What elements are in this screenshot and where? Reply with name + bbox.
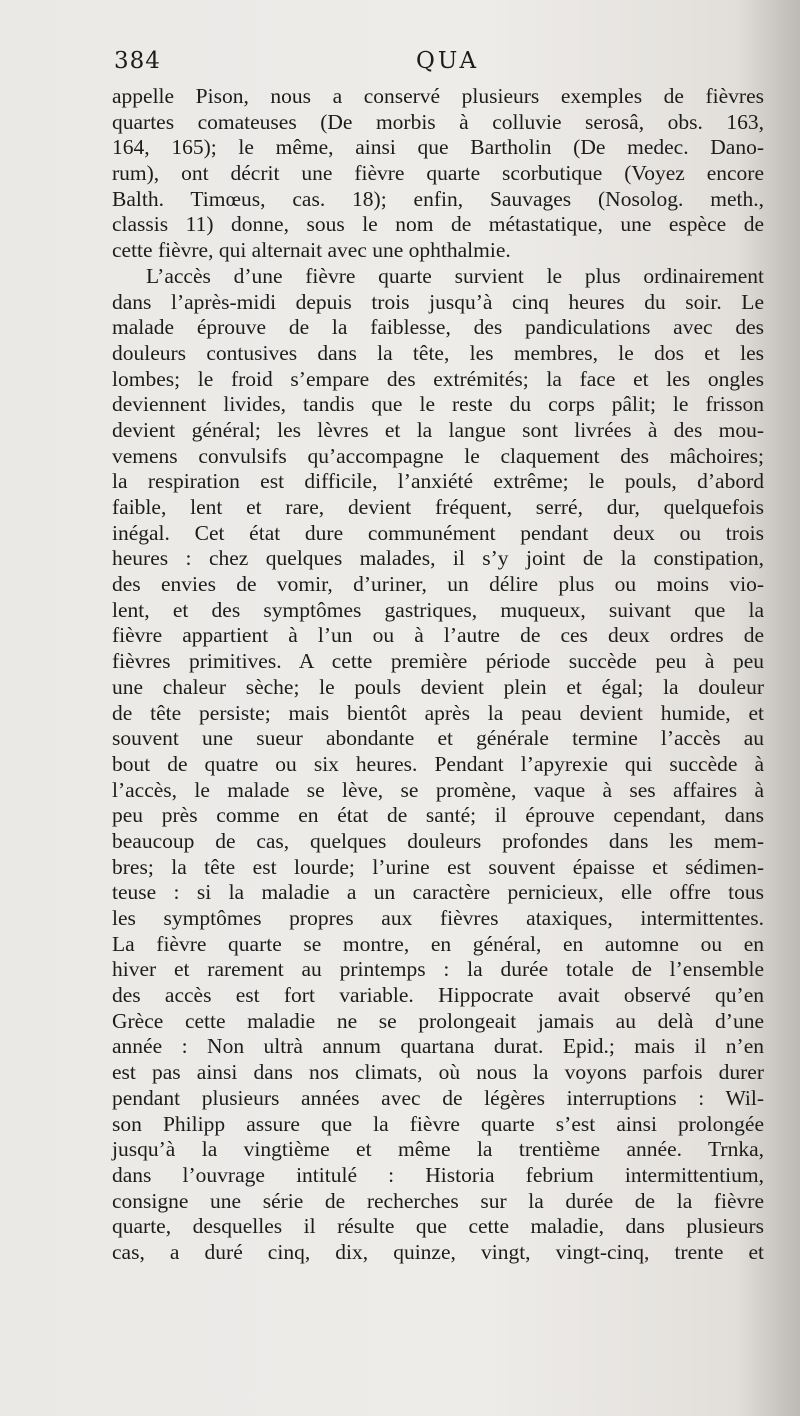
text-line: rum), ont décrit une fièvre quarte scorbutique (Voyez encore xyxy=(112,161,764,186)
text-line: lent, et des symptômes gastriques, muqueux, suivant que la xyxy=(112,597,764,622)
text-line: une chaleur sèche; le pouls devient plein et égal; la douleur xyxy=(112,674,764,699)
text-line: la respiration est difficile, l’anxiété extrême; le pouls, d’abord xyxy=(112,469,764,494)
text-line: est pas ainsi dans nos climats, où nous la voyons parfois durer xyxy=(112,1060,764,1085)
text-line: appelle Pison, nous a conservé plusieurs exemples de fièvres xyxy=(112,84,764,108)
text-line: année : Non ultrà annum quartana durat. Epid.; mais il n’en xyxy=(112,1034,764,1059)
text-line: vemens convulsifs qu’accompagne le claquement des mâchoires; xyxy=(112,443,764,468)
text-line: dans l’ouvrage intitulé : Historia febrium intermittentium, xyxy=(112,1162,764,1187)
text-line: teuse : si la maladie a un caractère pernicieux, elle offre tous xyxy=(112,880,764,905)
text-line: hiver et rarement au printemps : la durée totale de l’ensemble xyxy=(112,957,764,982)
text-line: heures : chez quelques malades, il s’y joint de la constipation, xyxy=(112,546,764,571)
text-line: L’accès d’une fièvre quarte survient le plus ordinairement xyxy=(146,263,764,288)
text-line: des envies de vomir, d’uriner, un délire plus ou moins vio- xyxy=(112,572,764,597)
running-head: QUA xyxy=(416,48,480,74)
text-line: son Philipp assure que la fièvre quarte s’est ainsi prolongée xyxy=(112,1111,764,1136)
text-line: consigne une série de recherches sur la durée de la fièvre xyxy=(112,1188,764,1213)
text-line: fièvre appartient à l’un ou à l’autre de ces deux ordres de xyxy=(112,623,764,648)
text-line: beaucoup de cas, quelques douleurs profondes dans les mem- xyxy=(112,828,764,853)
text-line: malade éprouve de la faiblesse, des pandiculations avec des xyxy=(112,315,764,340)
text-line: de tête persiste; mais bientôt après la peau devient humide, et xyxy=(112,700,764,725)
text-line: douleurs contusives dans la tête, les membres, le dos et les xyxy=(112,340,764,365)
text-line: 164, 165); le même, ainsi que Bartholin (De medec. Dano- xyxy=(112,135,764,160)
text-line: devient général; les lèvres et la langue sont livrées à des mou- xyxy=(112,417,764,442)
text-line: lombes; le froid s’empare des extrémités; la face et les ongles xyxy=(112,366,764,391)
text-line: cas, a duré cinq, dix, quinze, vingt, vingt-cinq, trente et xyxy=(112,1239,764,1264)
text-line: jusqu’à la vingtième et même la trentième année. Trnka, xyxy=(112,1137,764,1162)
text-line: pendant plusieurs années avec de légères interruptions : Wil- xyxy=(112,1085,764,1110)
text-line: classis 11) donne, sous le nom de métastatique, une espèce de xyxy=(112,212,764,237)
text-line: bres; la tête est lourde; l’urine est souvent épaisse et sédimen- xyxy=(112,854,764,879)
text-line: cette fièvre, qui alternait avec une ophthalmie. xyxy=(112,238,511,263)
page-header xyxy=(114,48,754,80)
text-line: La fièvre quarte se montre, en général, en automne ou en xyxy=(112,931,764,956)
text-line: deviennent livides, tandis que le reste du corps pâlit; le frisson xyxy=(112,392,764,417)
text-line: fièvres primitives. A cette première période succède peu à peu xyxy=(112,649,764,674)
text-line: peu près comme en état de santé; il éprouve cependant, dans xyxy=(112,803,764,828)
text-line: Grèce cette maladie ne se prolongeait jamais au delà d’une xyxy=(112,1008,764,1033)
text-line: inégal. Cet état dure communément pendant deux ou trois xyxy=(112,520,764,545)
text-line: dans l’après-midi depuis trois jusqu’à cinq heures du soir. Le xyxy=(112,289,764,314)
text-line: quartes comateuses (De morbis à colluvie serosâ, obs. 163, xyxy=(112,109,764,134)
text-line: Balth. Timœus, cas. 18); enfin, Sauvages (Nosolog. meth., xyxy=(112,186,764,211)
body-text xyxy=(112,84,764,1266)
text-line: les symptômes propres aux fièvres ataxiques, intermittentes. xyxy=(112,906,764,930)
page-number: 384 xyxy=(114,48,161,74)
text-line: quarte, desquelles il résulte que cette maladie, dans plusieurs xyxy=(112,1214,764,1239)
text-line: bout de quatre ou six heures. Pendant l’apyrexie qui succède à xyxy=(112,751,764,776)
text-line: souvent une sueur abondante et générale termine l’accès au xyxy=(112,726,764,751)
text-line: l’accès, le malade se lève, se promène, vaque à ses affaires à xyxy=(112,777,764,802)
text-line: des accès est fort variable. Hippocrate avait observé qu’en xyxy=(112,983,764,1008)
text-line: faible, lent et rare, devient fréquent, serré, dur, quelquefois xyxy=(112,495,764,519)
